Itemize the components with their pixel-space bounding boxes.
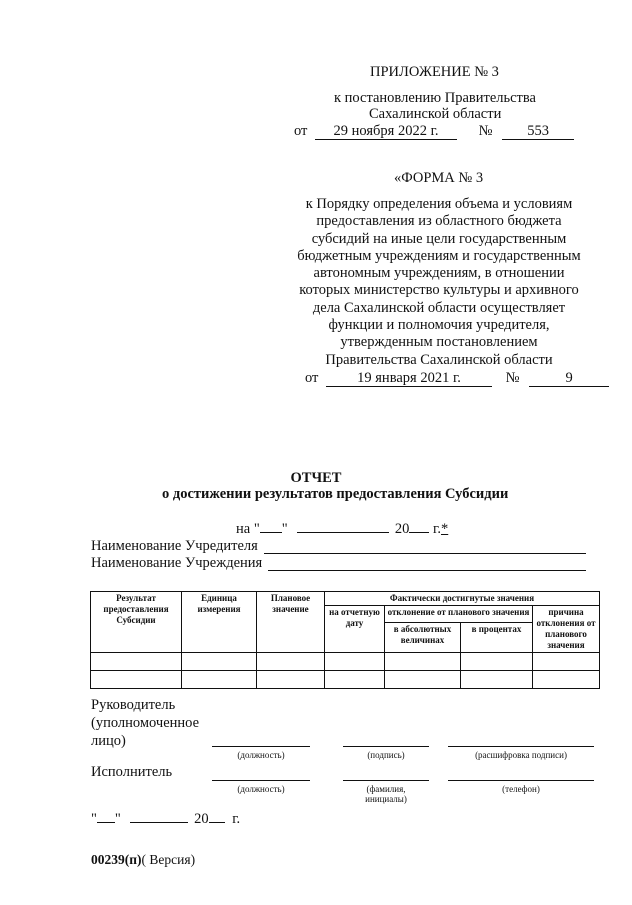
report-year-blank <box>409 532 429 533</box>
head-label-line: (уполномоченное <box>91 715 200 731</box>
form-line: автономным учреждениям, в отношении <box>313 265 565 282</box>
table-row <box>91 671 600 689</box>
report-date-prefix: на " <box>236 521 260 537</box>
form-line: предоставления из областного бюджета <box>316 213 562 230</box>
header-unit: Единица измерения <box>182 592 257 653</box>
executor-label: Исполнитель <box>91 764 173 780</box>
table-cell[interactable] <box>461 653 533 671</box>
sig-day-blank <box>97 822 115 823</box>
form-line: функции и полномочия учредителя, <box>328 317 550 334</box>
head-decode-line[interactable] <box>448 746 594 747</box>
report-day-blank <box>260 532 282 533</box>
cap-position2: (должность) <box>237 784 285 794</box>
institution-line[interactable] <box>268 570 586 571</box>
table-row <box>91 653 600 671</box>
table-cell[interactable] <box>91 653 182 671</box>
table-cell[interactable] <box>325 653 385 671</box>
report-month-blank <box>297 532 389 533</box>
head-label-line: лицо) <box>91 733 126 749</box>
report-title: ОТЧЕТ <box>290 470 342 486</box>
table-cell[interactable] <box>385 653 461 671</box>
head-position-line[interactable] <box>212 746 310 747</box>
cap-fio-line: инициалы) <box>365 794 407 804</box>
table-cell[interactable] <box>461 671 533 689</box>
head-signature-line[interactable] <box>343 746 429 747</box>
executor-phone-line[interactable] <box>448 780 594 781</box>
form-line: которых министерство культуры и архивного <box>299 282 579 299</box>
table-header-row <box>91 592 600 606</box>
report-date-g: г. <box>433 521 441 537</box>
header-plan: Плановое значение <box>257 592 325 653</box>
form-line: утвержденным постановлением <box>340 334 538 351</box>
report-date-20: 20 <box>394 521 410 537</box>
head-label <box>91 696 199 750</box>
institution-label: Наименование Учреждения <box>91 555 263 571</box>
form-line: к Порядку определения объема и условиям <box>305 196 573 212</box>
table-cell[interactable] <box>182 653 257 671</box>
appendix-title: ПРИЛОЖЕНИЕ № 3 <box>370 64 499 80</box>
cap-decode: (расшифровка подписи) <box>475 750 567 760</box>
table-cell[interactable] <box>257 671 325 689</box>
form-line: бюджетным учреждениям и государственным <box>297 247 581 264</box>
appendix-line2: Сахалинской области <box>369 106 502 122</box>
form-number: 9 <box>529 371 609 387</box>
table-cell[interactable] <box>325 671 385 689</box>
report-date-quote: " <box>281 521 288 537</box>
header-result: Результат предоставления Субсидии <box>91 592 182 653</box>
sig-date-quote: " <box>91 811 97 827</box>
form-date-row <box>305 370 609 387</box>
cap-signature: (подпись) <box>367 750 405 760</box>
appendix-date: 29 ноября 2022 г. <box>315 124 457 140</box>
header-on-date: на отчетную дату <box>325 606 385 653</box>
cap-fio-line: (фамилия, <box>366 784 406 794</box>
form-date: 19 января 2021 г. <box>326 371 492 387</box>
footer-version: ( Версия) <box>141 852 196 867</box>
table-cell[interactable] <box>385 671 461 689</box>
cap-phone: (телефон) <box>502 784 540 794</box>
executor-name-line[interactable] <box>343 780 429 781</box>
header-deviation: отклонение от планового значения <box>385 606 533 623</box>
report-table <box>90 591 600 689</box>
report-subtitle: о достижении результатов предоставления Субсидии <box>162 486 509 502</box>
form-title: «ФОРМА № 3 <box>394 170 484 186</box>
appendix-line1: к постановлению Правительства <box>334 90 536 106</box>
form-line: дела Сахалинской области осуществляет <box>312 299 566 316</box>
sig-month-blank <box>130 822 188 823</box>
sig-date-g: г. <box>232 811 241 827</box>
footer-code-row <box>91 852 195 868</box>
header-absolute: в абсолютных величинах <box>385 622 461 652</box>
appendix-no-label: № <box>478 123 493 139</box>
cap-fio <box>343 784 429 804</box>
sig-year-blank <box>209 822 225 823</box>
form-description <box>286 196 592 369</box>
table-cell[interactable] <box>533 653 600 671</box>
form-line: субсидий на иные цели государственным <box>311 230 567 247</box>
report-date-star: * <box>440 521 449 537</box>
footer-code: 00239(п) <box>91 852 142 867</box>
table-cell[interactable] <box>533 671 600 689</box>
founder-line[interactable] <box>264 553 586 554</box>
header-actual: Фактически достигнутые значения <box>325 592 600 606</box>
signature-date-row <box>91 811 240 828</box>
form-line: Правительства Сахалинской области <box>325 351 553 368</box>
table-cell[interactable] <box>182 671 257 689</box>
header-percent: в процентах <box>461 622 533 652</box>
table-cell[interactable] <box>257 653 325 671</box>
appendix-date-row <box>294 123 574 140</box>
form-from-label: от <box>305 370 319 386</box>
sig-date-quote: " <box>114 811 121 827</box>
sig-date-20: 20 <box>194 811 209 827</box>
appendix-number: 553 <box>502 124 574 140</box>
appendix-from-label: от <box>294 123 308 139</box>
report-date-row <box>236 521 448 538</box>
founder-label: Наименование Учредителя <box>91 538 258 554</box>
cap-position: (должность) <box>237 750 285 760</box>
head-label-line: Руководитель <box>91 697 176 713</box>
header-reason: причина отклонения от планового значения <box>533 606 600 653</box>
executor-position-line[interactable] <box>212 780 310 781</box>
form-no-label: № <box>505 370 520 386</box>
table-cell[interactable] <box>91 671 182 689</box>
